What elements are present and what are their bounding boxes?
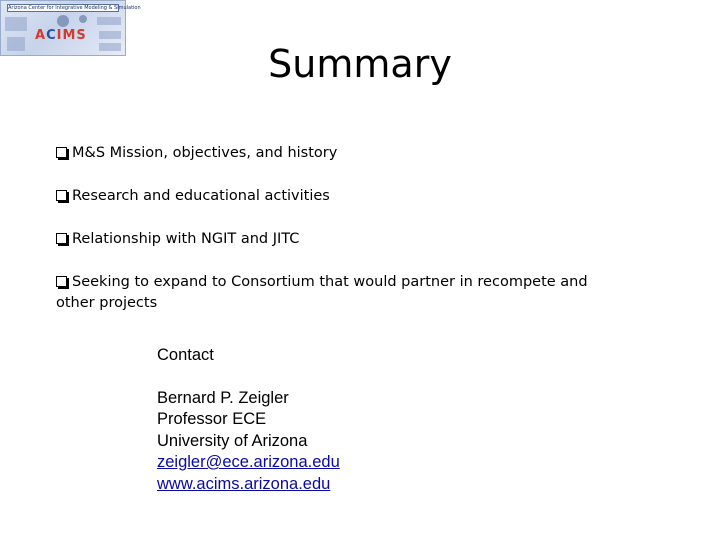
bullet-text: M&S Mission, objectives, and history xyxy=(72,145,338,161)
contact-heading: Contact xyxy=(157,346,214,364)
logo-wordmark: ACIMS xyxy=(35,28,87,43)
logo-decoration xyxy=(99,31,121,39)
slide-title xyxy=(0,42,720,86)
logo-banner: Arizona Center for Integrative Modeling & Simulation xyxy=(8,5,141,11)
logo-decoration xyxy=(5,17,27,31)
contact-institution: University of Arizona xyxy=(157,431,308,450)
contact-position: Professor ECE xyxy=(157,410,267,428)
bullet-text: Research and educational activities xyxy=(72,188,330,204)
contact-website-link[interactable]: www.acims.arizona.edu xyxy=(157,474,331,493)
bullet-item xyxy=(56,272,616,314)
logo-decoration xyxy=(79,15,87,23)
contact-name: Bernard P. Zeigler xyxy=(157,388,289,407)
checkbox-bullet-icon xyxy=(56,276,67,287)
checkbox-bullet-icon xyxy=(56,233,67,244)
contact-email-link[interactable]: zeigler@ece.arizona.edu xyxy=(157,453,340,471)
checkbox-bullet-icon xyxy=(56,147,67,158)
slide-title-text: Summary xyxy=(268,42,452,86)
logo-decoration xyxy=(97,17,121,25)
bullet-item xyxy=(56,186,616,207)
bullet-item xyxy=(56,229,616,250)
contact-block xyxy=(157,345,340,495)
bullet-text: Seeking to expand to Consortium that would partner in recompete and other projects xyxy=(56,274,588,311)
bullet-item xyxy=(56,143,616,164)
bullet-text: Relationship with NGIT and JITC xyxy=(72,231,300,247)
logo-decoration xyxy=(57,15,69,27)
checkbox-bullet-icon xyxy=(56,190,67,201)
